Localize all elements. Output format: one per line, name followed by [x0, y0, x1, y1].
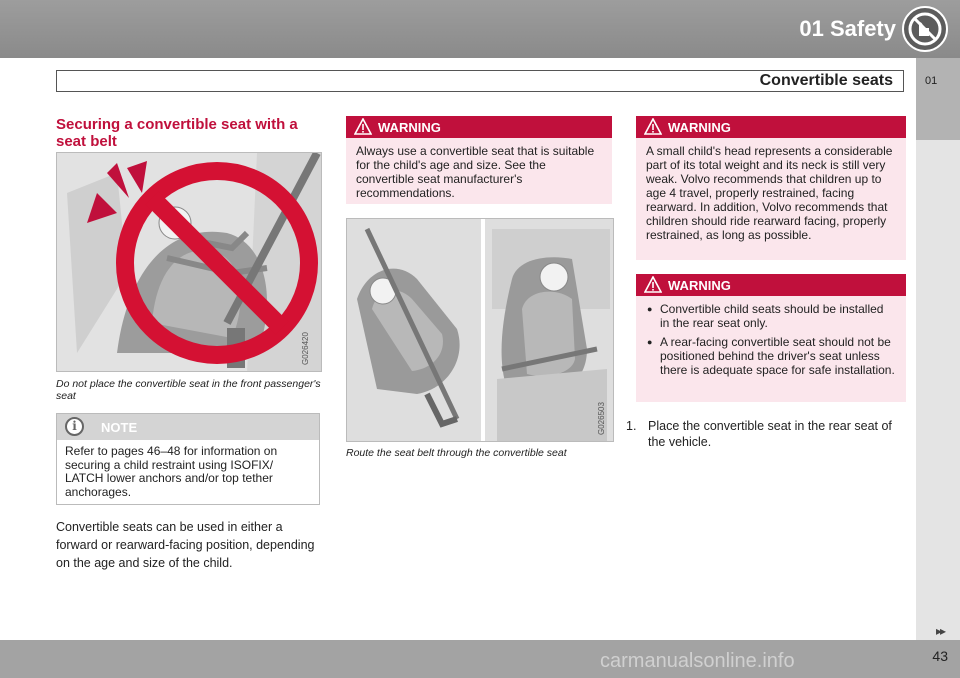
warning-triangle-icon — [644, 276, 662, 293]
footer-bar — [0, 640, 960, 678]
section-title: Convertible seats — [759, 72, 893, 89]
note-box — [56, 413, 320, 505]
warning-box — [636, 274, 906, 402]
warning-triangle-icon — [644, 118, 662, 135]
warning-list — [646, 302, 896, 377]
seat-belt-routing-illustration — [346, 218, 614, 442]
body-paragraph: Convertible seats can be used in either a forward or rearward-facing position, depending on the age and size of the child. — [56, 520, 315, 570]
section-title-bar — [56, 70, 904, 92]
list-item: ● Convertible child seats should be installed in the rear seat only. — [646, 302, 896, 330]
note-body: Refer to pages 46–48 for information on securing a child restraint using ISOFIX/ LATCH lower anchors and/or top tether anchorages. — [65, 444, 278, 499]
chapter-tab-label: 01 — [925, 75, 938, 87]
warning-body — [636, 296, 906, 390]
warning-body: Always use a convertible seat that is suitable for the child's age and size. See the convertible seat manufacturer's recommendations. — [356, 144, 595, 200]
next-page-arrows-icon[interactable]: ▸▸ — [935, 624, 944, 638]
page-number: 43 — [932, 648, 948, 664]
procedure-step — [626, 418, 906, 450]
warning-box — [636, 116, 906, 260]
figure-code: G026503 — [597, 402, 606, 435]
figure-caption: Route the seat belt through the convertible seat — [346, 447, 567, 459]
step-number: 1. — [626, 419, 637, 433]
no-child-seat-icon — [902, 6, 948, 52]
figure-caption: Do not place the convertible seat in the front passenger's seat — [56, 378, 321, 402]
note-header — [57, 414, 319, 440]
note-title: NOTE — [101, 420, 138, 435]
section-heading: Securing a convertible seat with a seat belt — [56, 116, 298, 150]
front-seat-illustration — [56, 152, 322, 372]
info-icon: i — [65, 417, 84, 436]
warning-header — [346, 116, 612, 138]
side-strip — [916, 140, 960, 640]
figure-code: G026420 — [301, 332, 310, 365]
warning-header — [636, 116, 906, 138]
top-header-bar — [0, 0, 960, 58]
warning-box — [346, 116, 612, 204]
watermark: carmanualsonline.info — [600, 650, 795, 672]
warning-title: WARNING — [668, 278, 731, 293]
warning-title: WARNING — [378, 120, 441, 135]
warning-header — [636, 274, 906, 296]
warning-triangle-icon — [354, 118, 372, 135]
step-text: Place the convertible seat in the rear seat of the vehicle. — [648, 419, 892, 449]
warning-title: WARNING — [668, 120, 731, 135]
warning-body: A small child's head represents a considerable part of its total weight and its neck is still very weak. Volvo recommends that children up to age 4 travel, properly restrained, facing rearward. In addition, Volvo recommends that children should ride rearward facing, properly restrained, as long as possible. — [646, 144, 893, 242]
list-item: ● A rear-facing convertible seat should not be positioned behind the driver's seat unless there is adequate space for safe installation. — [646, 335, 896, 377]
chapter-tab[interactable] — [916, 58, 960, 140]
chapter-title: 01 Safety — [799, 16, 896, 41]
